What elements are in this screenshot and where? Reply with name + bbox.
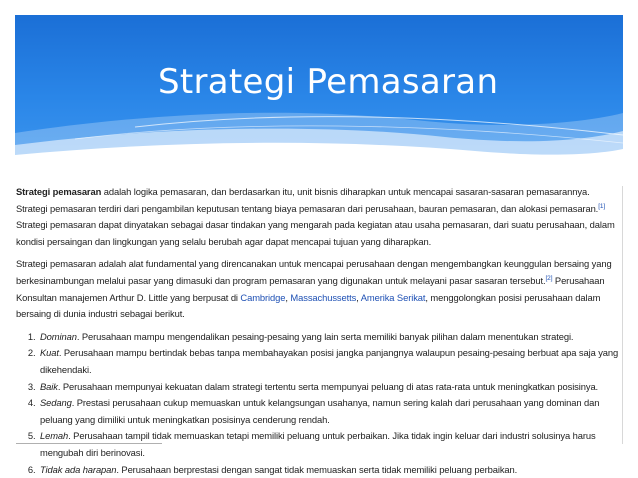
- position-list: [16, 329, 622, 478]
- reference-1[interactable]: [1]: [598, 202, 606, 210]
- list-term: Kuat: [40, 347, 59, 359]
- list-item: [38, 428, 622, 461]
- paragraph-1: [16, 184, 622, 250]
- list-text: . Perusahaan mampu mengendalikan pesaing-pesaing yang lain serta memiliki banyak pilihan dalam menentukan strategi.: [76, 330, 574, 342]
- list-term: Tidak ada harapan: [40, 463, 117, 475]
- p1-text-b: Strategi pemasaran dapat dinyatakan sebagai dasar tindakan yang mengarah pada kegiatan atau usaha pemasaran, dari suatu perusahaan, dalam kondisi persaingan dan lingkungan yang selalu berubah agar dapat mencapai tujuan yang diharapkan.: [16, 219, 615, 247]
- list-text: . Prestasi perusahaan cukup memuaskan untuk kelangsungan usahanya, namun sering kalah dari perusahaan yang dominan dan peluang yang dimiliki untuk meningkatkan posisinya cenderung rendah.: [40, 397, 600, 425]
- reference-2[interactable]: [2]: [545, 274, 553, 282]
- p2-text-c: , menggolongkan posisi perusahaan dalam bersaing di dunia industri sebagai berikut.: [16, 291, 601, 320]
- list-text: . Perusahaan mampu bertindak bebas tanpa membahayakan posisi jangka panjangnya walaupun pesaing-pesaing berbuat apa saja yang dikehendaki.: [40, 347, 619, 375]
- link-massachussetts[interactable]: Massachussetts: [290, 291, 357, 303]
- p2-sep-1: ,: [285, 291, 291, 303]
- list-term: Sedang: [40, 397, 72, 409]
- list-term: Dominan: [40, 330, 77, 342]
- p2-text-a: Strategi pemasaran adalah alat fundamental yang direncanakan untuk mencapai perusahaan dengan mengembangkan keunggulan bersaing yang berkesinambungan melalui pasar yang dimasuki dan program pemasaran yang digunakan untuk melayani pasar sasaran tersebut.: [16, 258, 612, 286]
- footnote-divider: [16, 443, 162, 444]
- list-item: [38, 462, 622, 478]
- link-cambridge[interactable]: Cambridge: [240, 291, 286, 303]
- list-term: Baik: [40, 380, 58, 392]
- p2-sep-2: ,: [356, 291, 361, 303]
- list-item: [38, 395, 622, 428]
- list-text: . Perusahaan tampil tidak memuaskan tetapi memiliki peluang untuk perbaikan. Jika tidak ingin keluar dari industri solusinya harus mengubah diri berinovasi.: [40, 430, 596, 458]
- paragraph-2: [16, 256, 622, 322]
- p2-text-b: Perusahaan Konsultan manajemen Arthur D. Little yang berpusat di: [16, 274, 605, 303]
- article-screenshot: [16, 184, 622, 475]
- p1-text-a: adalah logika pemasaran, dan berdasarkan itu, unit bisnis diharapkan untuk mencapai sasaran-sasaran pemasarannya. Strategi pemasaran terdiri dari pengambilan keputusan tentang biaya pemasaran dari perusahaan, bauran pemasaran, dan alokasi pemasaran.: [16, 186, 599, 214]
- list-text: . Perusahaan mempunyai kekuatan dalam strategi tertentu serta mempunyai peluang di atas rata-rata untuk meningkatkan posisinya.: [57, 380, 599, 392]
- screenshot-right-border: [622, 186, 623, 444]
- term-strategi-pemasaran: Strategi pemasaran: [16, 186, 102, 197]
- link-amerika-serikat[interactable]: Amerika Serikat: [360, 291, 426, 303]
- slide-header: [15, 15, 623, 165]
- list-text: . Perusahaan berprestasi dengan sangat tidak memuaskan serta tidak memiliki peluang perbaikan.: [116, 463, 518, 475]
- list-term: Lemah: [40, 430, 69, 442]
- list-item: [38, 345, 622, 378]
- list-item: [38, 379, 622, 396]
- list-item: [38, 329, 622, 346]
- slide-title: Strategi Pemasaran: [158, 62, 499, 102]
